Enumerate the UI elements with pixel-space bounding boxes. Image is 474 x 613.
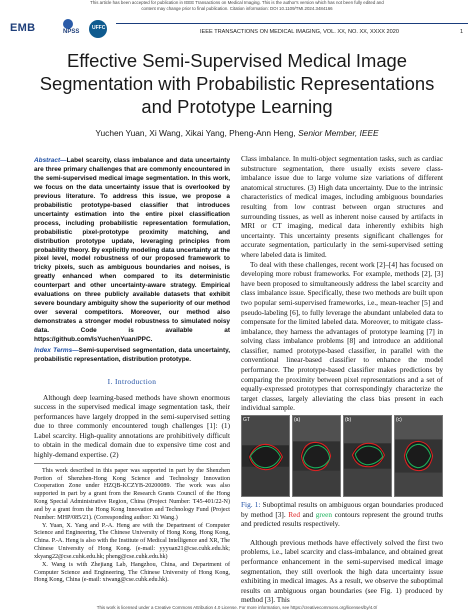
figure-caption: [241, 500, 443, 529]
caption-text-1: Suboptimal results on ambiguous organ boundaries produced by method [3].: [241, 500, 443, 519]
ultrasound-image: [293, 416, 340, 496]
figure-panel-gt: [241, 415, 290, 497]
footnote-affiliation-1: Y. Yuan, X. Yang and P.-A. Heng are with the Department of Computer Science and Engineering, The Chinese University of Hong Kong, Hong Kong, China. P.-A. Heng is also with the Institute of Medical Intelligence and XR, The Chinese University of Hong Kong. (e-mail: yyyuan21@cse.cuhk.edu.hk; xkyang22@cse.cuhk.edu.hk; pheng@cse.cuhk.edu.hk): [34, 522, 230, 560]
related-work-paragraph: To deal with these challenges, recent work [2]–[4] has focused on developing more robust frameworks. For example, methods [2], [3] have been proposed to simultaneously address the label scarcity and class imbalance issue. Specifically, these two methods are built upon two popular semi-supervised frameworks, i.e., mean-teacher [5] and pseudo-labeling [6], to fully leverage the abundant unlabeled data to compensate for the limited labeled data. Moreover, to mitigate class-imbalance, they harness the advantages of prototype learning [7] in solving class imbalance problems [8] and introduce an additional classifier, named prototype-based classifier, in parallel with the conventional linear-based classifier to enhance the model performance. The prototype-based classifier makes predictions by comparing the proximity between pixel representations and a set of equally-expressed prototypes that correspondingly characterize the target classes, largely alleviating the class bias present in each individual sample.: [241, 259, 443, 413]
uffc-logo-text: UFFC: [92, 25, 106, 31]
panel-label-gt: GT: [243, 417, 250, 424]
paper-title: [20, 49, 454, 118]
page-number: 1: [460, 29, 464, 35]
npss-logo-icon: [63, 19, 73, 29]
index-terms-text: Semi-supervised segmentation, data uncertainty, probabilistic representation, distribution prototype.: [34, 347, 230, 363]
right-body: [241, 154, 443, 413]
notice-line-1: This article has been accepted for publication in IEEE Transactions on Medical Imaging. This is the author's version which has not been fully edited and: [90, 0, 384, 5]
figure-1: [241, 415, 443, 497]
figure-panel-b: [343, 415, 392, 497]
caption-green-word: green: [315, 509, 332, 519]
section-heading: I. Introduction: [107, 376, 157, 386]
npss-logo: [63, 19, 85, 38]
caption-text-2: contours represent the ground truths and predicted results respectively.: [241, 509, 444, 529]
right-column: [241, 154, 443, 605]
footnote: [34, 463, 230, 586]
motivation-paragraph: Although previous methods have effectively solved the first two problems, i.e., label scarcity and class-imbalance, and obtained great performance enhancement in the semi-supervised medical image segmentation, they still overlook the high data uncertainty issue exhibiting in medical images. As a result, we observe the suboptimal results on ambiguous organ boundaries (see Fig. 1) produced by method [3]. This: [241, 537, 443, 605]
author-role: Senior Member, IEEE: [298, 128, 379, 138]
abstract-text: Label scarcity, class imbalance and data uncertainty are three primary challenges that are commonly encountered in the semi-supervised medical image segmentation. In this work, we focus on the data uncertainty issue that is overlooked by previous literature. To address this issue, we propose a probabilistic prototype-based classifier that introduces uncertainty estimation into the entire pixel classification process, including probabilistic representation formulation, probabilistic pixel-prototype proximity matching, and distribution prototype update, leveraging principles from probability theory. By explicitly modeling data uncertainty at the pixel level, model robustness of our proposed framework to tricky pixels, such as ambiguous boundaries and noises, is greatly enhanced when compared to its deterministic counterpart and other uncertainty-aware strategy. Empirical evaluations on three publicly available datasets that exhibit severe boundary ambiguity show the superiority of our method over several competitors. Moreover, our method also demonstrates a stronger model robustness to simulated noisy data. Code is available at https://github.com/IsYuchenYuan/PPC.: [34, 157, 230, 344]
panel-label-c: (c): [396, 417, 402, 424]
caption-red-word: Red: [288, 509, 301, 519]
intro-paragraph-continued: Class imbalance. In multi-object segmentation tasks, such as cardiac substructure segmentation, there usually exists severe class-imbalance issue due to large volume size variations of different anatomical structures. (3) High data uncertainty. Due to the intrinsic characteristics of medical images, including ambiguous boundaries resulting from low contrast between organ structures and surrounding tissues, as well as inherent noise caused by artifacts in MRI or CT imaging, medical data inherently exhibits high uncertainty. This uncertainty presents significant challenges for accurate segmentation, particularly in the semi-supervised setting where labeled data is limited.: [241, 154, 443, 259]
license-footer: This work is licensed under a Creative Commons Attribution 4.0 License. For more information, see https://creativecommons.org/licenses/by/4.0/: [96, 605, 378, 610]
abstract: [34, 157, 230, 345]
footnote-funding: This work described in this paper was supported in part by the Shenzhen Portion of Shenzhen-Hong Kong Science and Technology Innovation Cooperation Zone under HZQB-KCZYB-20200089. The work was also supported in part by a grant from the Research Grants Council of the Hong Kong Special Administrative Region, China (Project Number: T45-401/22-N) and by a grant from the Hong Kong Innovation and Technology Fund (Project Number: MHP/085/21). (Corresponding author: Xi Wang.): [34, 467, 230, 521]
ultrasound-image: [344, 416, 391, 496]
publication-notice: [0, 0, 474, 12]
emb-logo: EMB: [10, 22, 36, 34]
intro-body: [34, 393, 230, 460]
index-terms: [34, 347, 230, 365]
caption-and: and: [302, 509, 314, 519]
author-names: Yuchen Yuan, Xi Wang, Xikai Yang, Pheng-Ann Heng,: [95, 128, 296, 138]
notice-line-2: content may change prior to final publication. Citation information: DOI 10.1109/TMI.2024.3484166: [141, 6, 333, 11]
figure-panel-c: [394, 415, 443, 497]
ultrasound-image: [242, 416, 289, 496]
title-line-1: Effective Semi-Supervised Medical Image: [66, 50, 408, 71]
journal-name: IEEE TRANSACTIONS ON MEDICAL IMAGING, VOL. XX, NO. XX, XXXX 2020: [200, 29, 399, 35]
npss-logo-text: NPSS: [63, 29, 80, 35]
index-terms-lead: Index Terms—: [34, 347, 79, 355]
abstract-lead: Abstract—: [34, 157, 67, 164]
figure-panel-a: [292, 415, 341, 497]
panel-label-a: (a): [294, 417, 301, 424]
footnote-affiliation-2: X. Wang is with Zhejiang Lab, Hangzhou, China, and Department of Computer Science and Engineering, The Chinese University of Hong Kong, Hong Kong, China (e-mail: xiwang@cse.cuhk.edu.hk).: [34, 561, 230, 584]
title-line-3: and Prototype Learning: [141, 96, 333, 117]
ultrasound-image: [395, 416, 442, 496]
intro-paragraph: Although deep learning-based methods have shown enormous success in the supervised medical image segmentation task, their performances have largely dropped in the semi-supervised setting due to three commonly encountered tough challenges [1]: (1) Label scarcity. High-quality annotations are prohibitively difficult to obtain in the medical domain due to expensive time cost and highly-demand expertise. (2): [34, 392, 230, 460]
panel-label-b: (b): [345, 417, 352, 424]
uffc-logo: [89, 20, 115, 38]
title-line-2: Segmentation with Probabilistic Representations: [39, 73, 435, 94]
author-list: [20, 128, 454, 138]
caption-label: Fig. 1:: [241, 500, 261, 510]
left-column: [34, 157, 230, 585]
right-body-2: [241, 538, 443, 605]
